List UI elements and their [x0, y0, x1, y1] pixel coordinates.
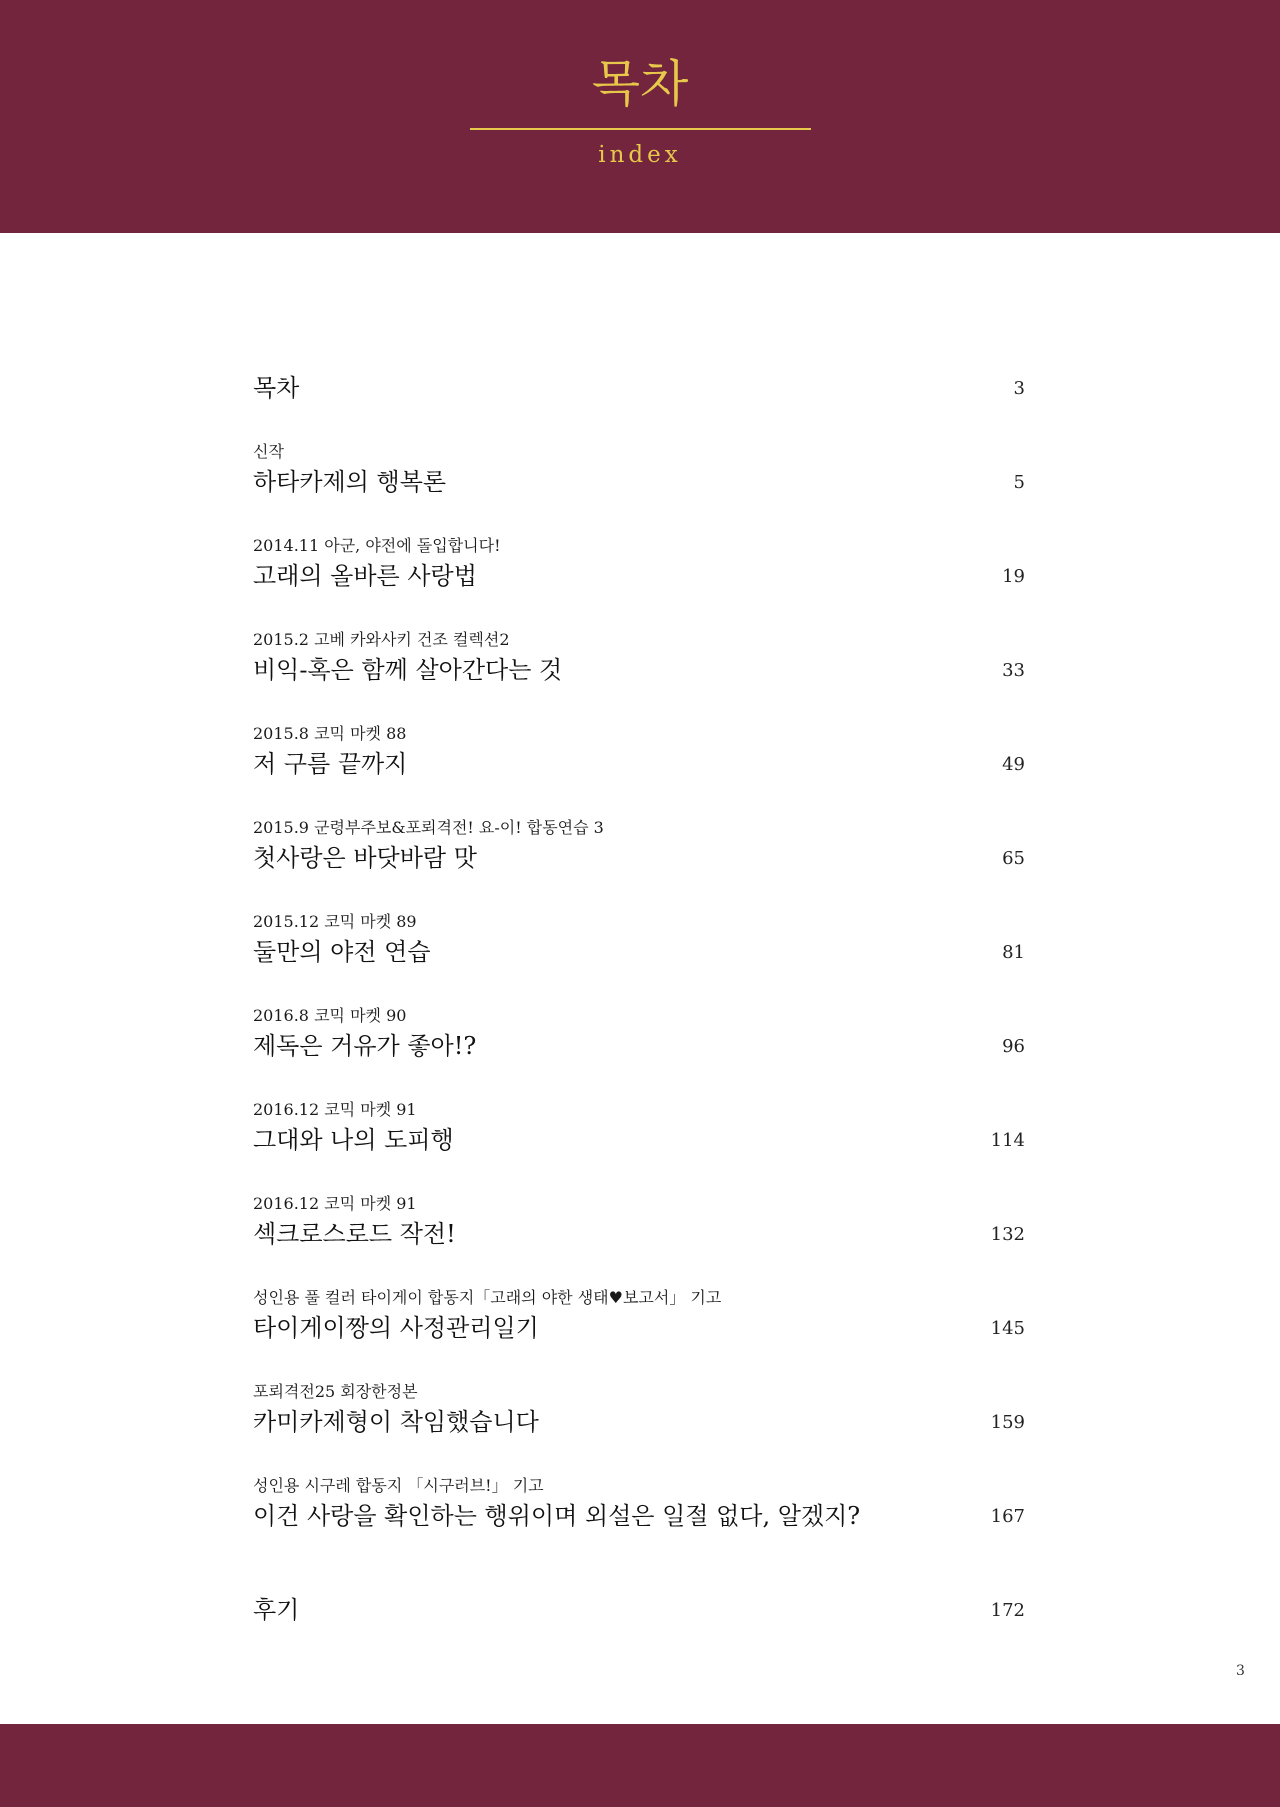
footer-band: [0, 1724, 1280, 1807]
page-title: 목차: [591, 55, 689, 113]
toc-entry: [253, 983, 1025, 1063]
toc-entry-subtitle: 2016.8 코믹 마켓 90: [253, 1006, 407, 1025]
toc-entry-page: 114: [990, 1130, 1025, 1151]
toc-entry: [253, 1453, 1025, 1533]
toc-entry-title: 비익-혹은 함께 살아간다는 것: [253, 656, 563, 684]
toc-entry-title: 고래의 올바른 사랑법: [253, 562, 477, 590]
toc-entry-subtitle: 성인용 풀 컬러 타이게이 합동지「고래의 야한 생태♥보고서」 기고: [253, 1288, 722, 1307]
toc-entry-title: 제독은 거유가 좋아!?: [253, 1032, 477, 1060]
toc-entry-subtitle: 2015.8 코믹 마켓 88: [253, 724, 407, 743]
toc-entry: [253, 701, 1025, 781]
toc-entry-page: 159: [990, 1412, 1025, 1433]
toc-entry: [253, 889, 1025, 969]
toc-entry: [253, 1171, 1025, 1251]
toc-entry-subtitle: 2016.12 코믹 마켓 91: [253, 1100, 417, 1119]
toc-entry-title: 첫사랑은 바닷바람 맛: [253, 844, 477, 872]
toc-entry: [253, 607, 1025, 687]
toc-entry-title: 후기: [253, 1596, 300, 1624]
toc-entry-title: 카미카제형이 착임했습니다: [253, 1408, 539, 1436]
toc-entry-title: 하타카제의 행복론: [253, 468, 447, 496]
toc-entry-title: 그대와 나의 도피행: [253, 1126, 454, 1154]
toc-entry: [253, 1077, 1025, 1157]
toc-entry: [253, 1265, 1025, 1345]
toc-entry-subtitle: 포뢰격전25 회장한정본: [253, 1382, 418, 1401]
toc-entry-title: 이건 사랑을 확인하는 행위이며 외설은 일절 없다, 알겠지?: [253, 1502, 861, 1530]
toc-entry-page: 81: [1002, 942, 1025, 963]
toc-entry-subtitle: 신작: [253, 442, 284, 461]
toc-entry-title: 타이게이짱의 사정관리일기: [253, 1314, 539, 1342]
toc-entry-page: 167: [990, 1506, 1025, 1527]
page-subtitle: index: [598, 142, 682, 168]
toc-entry: [253, 795, 1025, 875]
toc-entry-title: 저 구름 끝까지: [253, 750, 408, 778]
toc-entry-title: 목차: [253, 374, 300, 402]
toc-entry: [253, 419, 1025, 499]
toc-entry: [253, 513, 1025, 593]
toc-entry-page: 19: [1002, 566, 1025, 587]
toc-entry-page: 5: [1013, 472, 1025, 493]
toc-entry-page: 3: [1013, 378, 1025, 399]
toc-entry-page: 65: [1002, 848, 1025, 869]
toc-entry: [253, 1547, 1025, 1627]
toc-entry-page: 145: [990, 1318, 1025, 1339]
toc-entry: [253, 325, 1025, 405]
toc-entry: [253, 1359, 1025, 1439]
toc-entry-page: 172: [990, 1600, 1025, 1621]
toc-entry-page: 132: [990, 1224, 1025, 1245]
title-divider: [470, 128, 811, 130]
toc-entry-subtitle: 2015.9 군령부주보&포뢰격전! 요-이! 합동연습 3: [253, 818, 604, 837]
toc-entry-subtitle: 2014.11 아군, 야전에 돌입합니다!: [253, 536, 501, 555]
page-number: 3: [1236, 1663, 1245, 1679]
toc-entry-subtitle: 성인용 시구레 합동지 「시구러브!」 기고: [253, 1476, 544, 1495]
toc-entry-subtitle: 2016.12 코믹 마켓 91: [253, 1194, 417, 1213]
toc-entry-subtitle: 2015.12 코믹 마켓 89: [253, 912, 417, 931]
toc-entry-page: 96: [1002, 1036, 1025, 1057]
header-band: [0, 0, 1280, 233]
toc-entry-page: 49: [1002, 754, 1025, 775]
toc-entry-page: 33: [1002, 660, 1025, 681]
toc-entry-title: 둘만의 야전 연습: [253, 938, 431, 966]
toc-entry-title: 섹크로스로드 작전!: [253, 1220, 456, 1248]
toc-entry-subtitle: 2015.2 고베 카와사키 건조 컬렉션2: [253, 630, 510, 649]
